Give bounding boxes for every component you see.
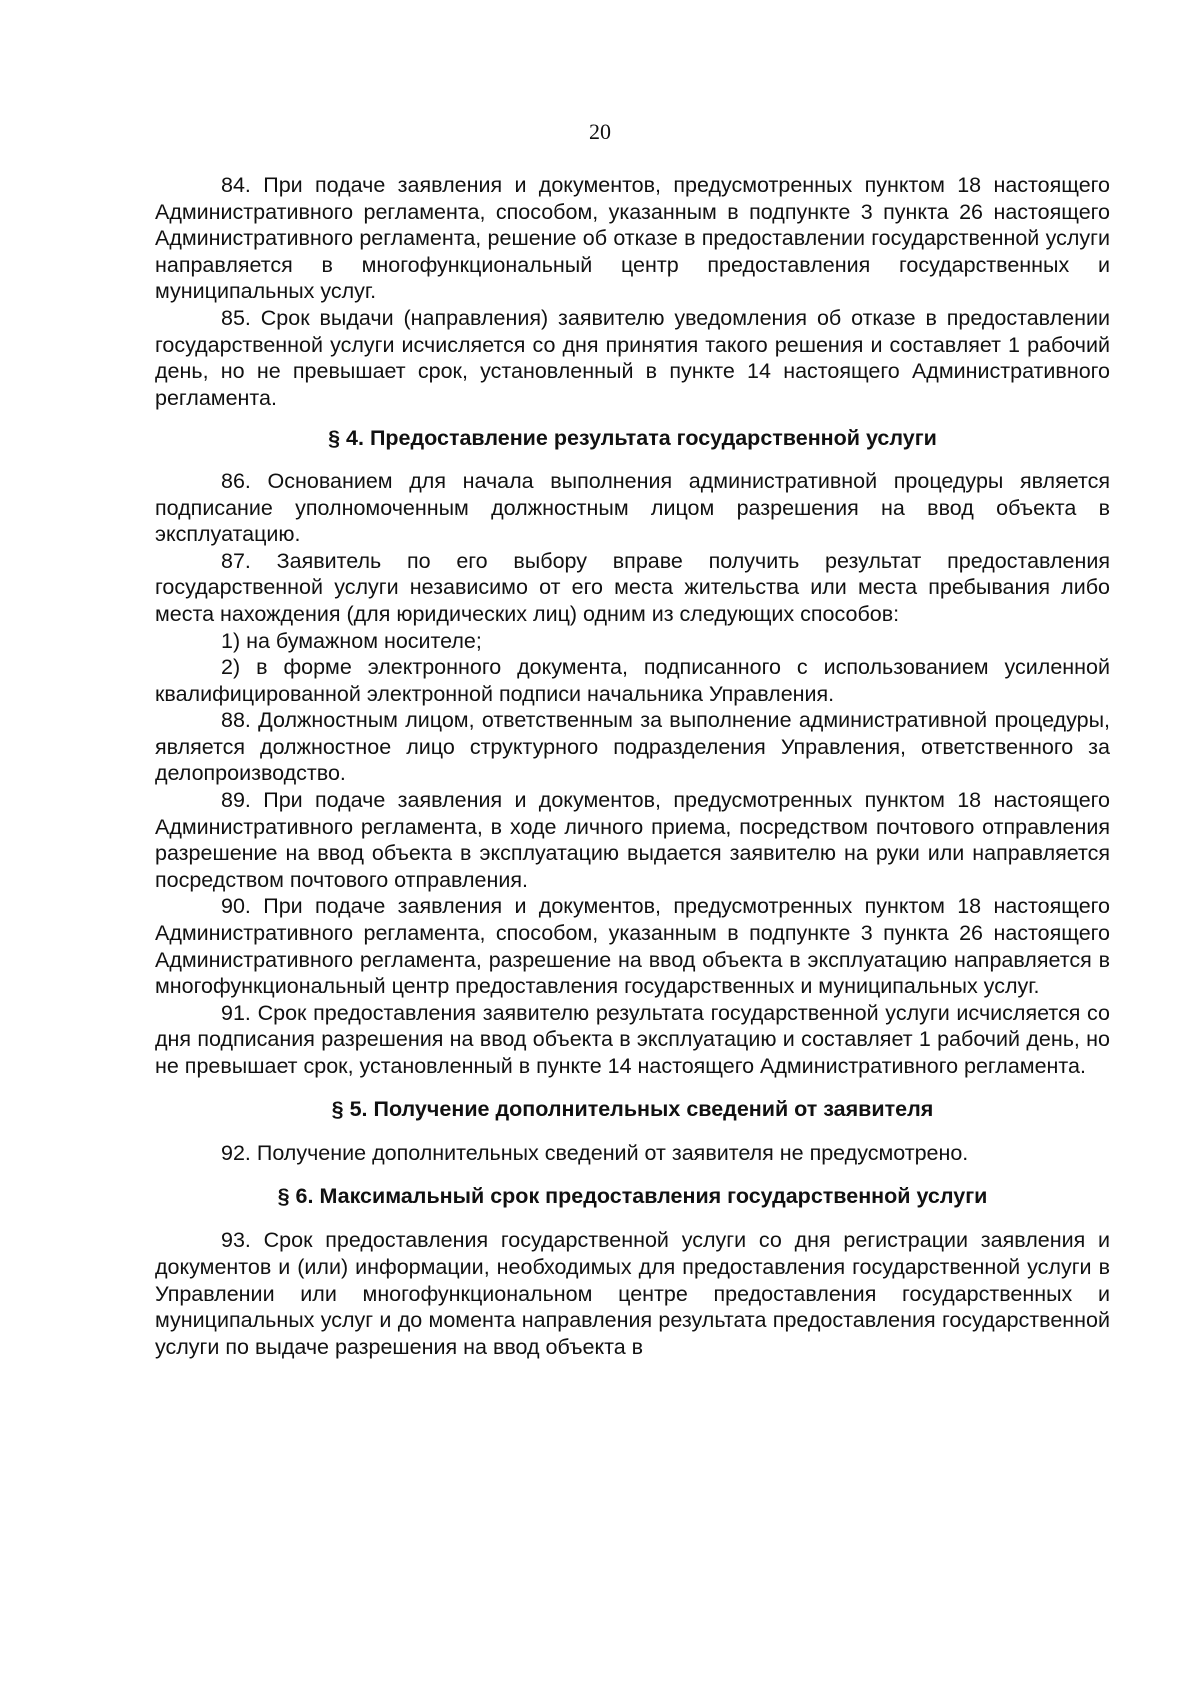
paragraph-89: 89. При подаче заявления и документов, предусмотренных пунктом 18 настоящего Административного регламента, в ходе личного приема, посредством почтового отправления разрешение на ввод объекта в эксплуатацию выдается заявителю на руки или направляется посредством почтового отправления. [155,788,1110,892]
document-body [155,172,1110,1360]
paragraph-86: 86. Основанием для начала выполнения административной процедуры является подписание уполномоченным должностным лицом разрешения на ввод объекта в эксплуатацию. [155,468,1110,547]
paragraph-90: 90. При подаче заявления и документов, предусмотренных пунктом 18 настоящего Административного регламента, способом, указанным в подпункте 3 пункта 26 настоящего Административного регламента, разрешение на ввод объекта в эксплуатацию направляется в многофункциональный центр предоставления государственных и муниципальных услуг. [155,894,1110,999]
list-item-paper: 1) на бумажном носителе; [221,628,482,653]
list-item-electronic: 2) в форме электронного документа, подписанного с использованием усиленной квалифицированной электронной подписи начальника Управления. [155,655,1110,706]
paragraph-91: 91. Срок предоставления заявителю результата государственной услуги исчисляется со дня подписания разрешения на ввод объекта в эксплуатацию и составляет 1 рабочий день, но не превышает срок, установленный в пункте 14 настоящего Административного регламента. [155,1000,1110,1078]
section-heading-6: § 6. Максимальный срок предоставления государственной услуги [277,1183,988,1208]
paragraph-92: 92. Получение дополнительных сведений от заявителя не предусмотрено. [221,1141,969,1166]
paragraph-84: 84. При подаче заявления и документов, предусмотренных пунктом 18 настоящего Административного регламента, способом, указанным в подпункте 3 пункта 26 настоящего Административного регламента, решение об отказе в предоставлении государственной услуги направляется в многофункциональный центр предоставления государственных и муниципальных услуг. [155,173,1110,304]
paragraph-87: 87. Заявитель по его выбору вправе получить результат предоставления государственной услуги независимо от его места жительства или места пребывания либо места нахождения (для юридических лиц) одним из следующих способов: [155,548,1110,626]
paragraph-85: 85. Срок выдачи (направления) заявителю уведомления об отказе в предоставлении государственной услуги исчисляется со дня принятия такого решения и составляет 1 рабочий день, но не превышает срок, установленный в пункте 14 настоящего Административного регламента. [155,305,1110,410]
page-number: 20 [589,119,611,144]
paragraph-88: 88. Должностным лицом, ответственным за выполнение административной процедуры, является должностное лицо структурного подразделения Управления, ответственного за делопроизводство. [155,708,1110,786]
section-heading-4: § 4. Предоставление результата государственной услуги [328,426,937,451]
paragraph-93: 93. Срок предоставления государственной услуги со дня регистрации заявления и документов и (или) информации, необходимых для предоставления государственной услуги в Управлении или многофункциональном центре предоставления государственных и муниципальных услуг и до момента направления результата предоставления государственной услуги по выдаче разрешения на ввод объекта в [155,1228,1110,1359]
section-heading-5: § 5. Получение дополнительных сведений от заявителя [331,1096,934,1121]
